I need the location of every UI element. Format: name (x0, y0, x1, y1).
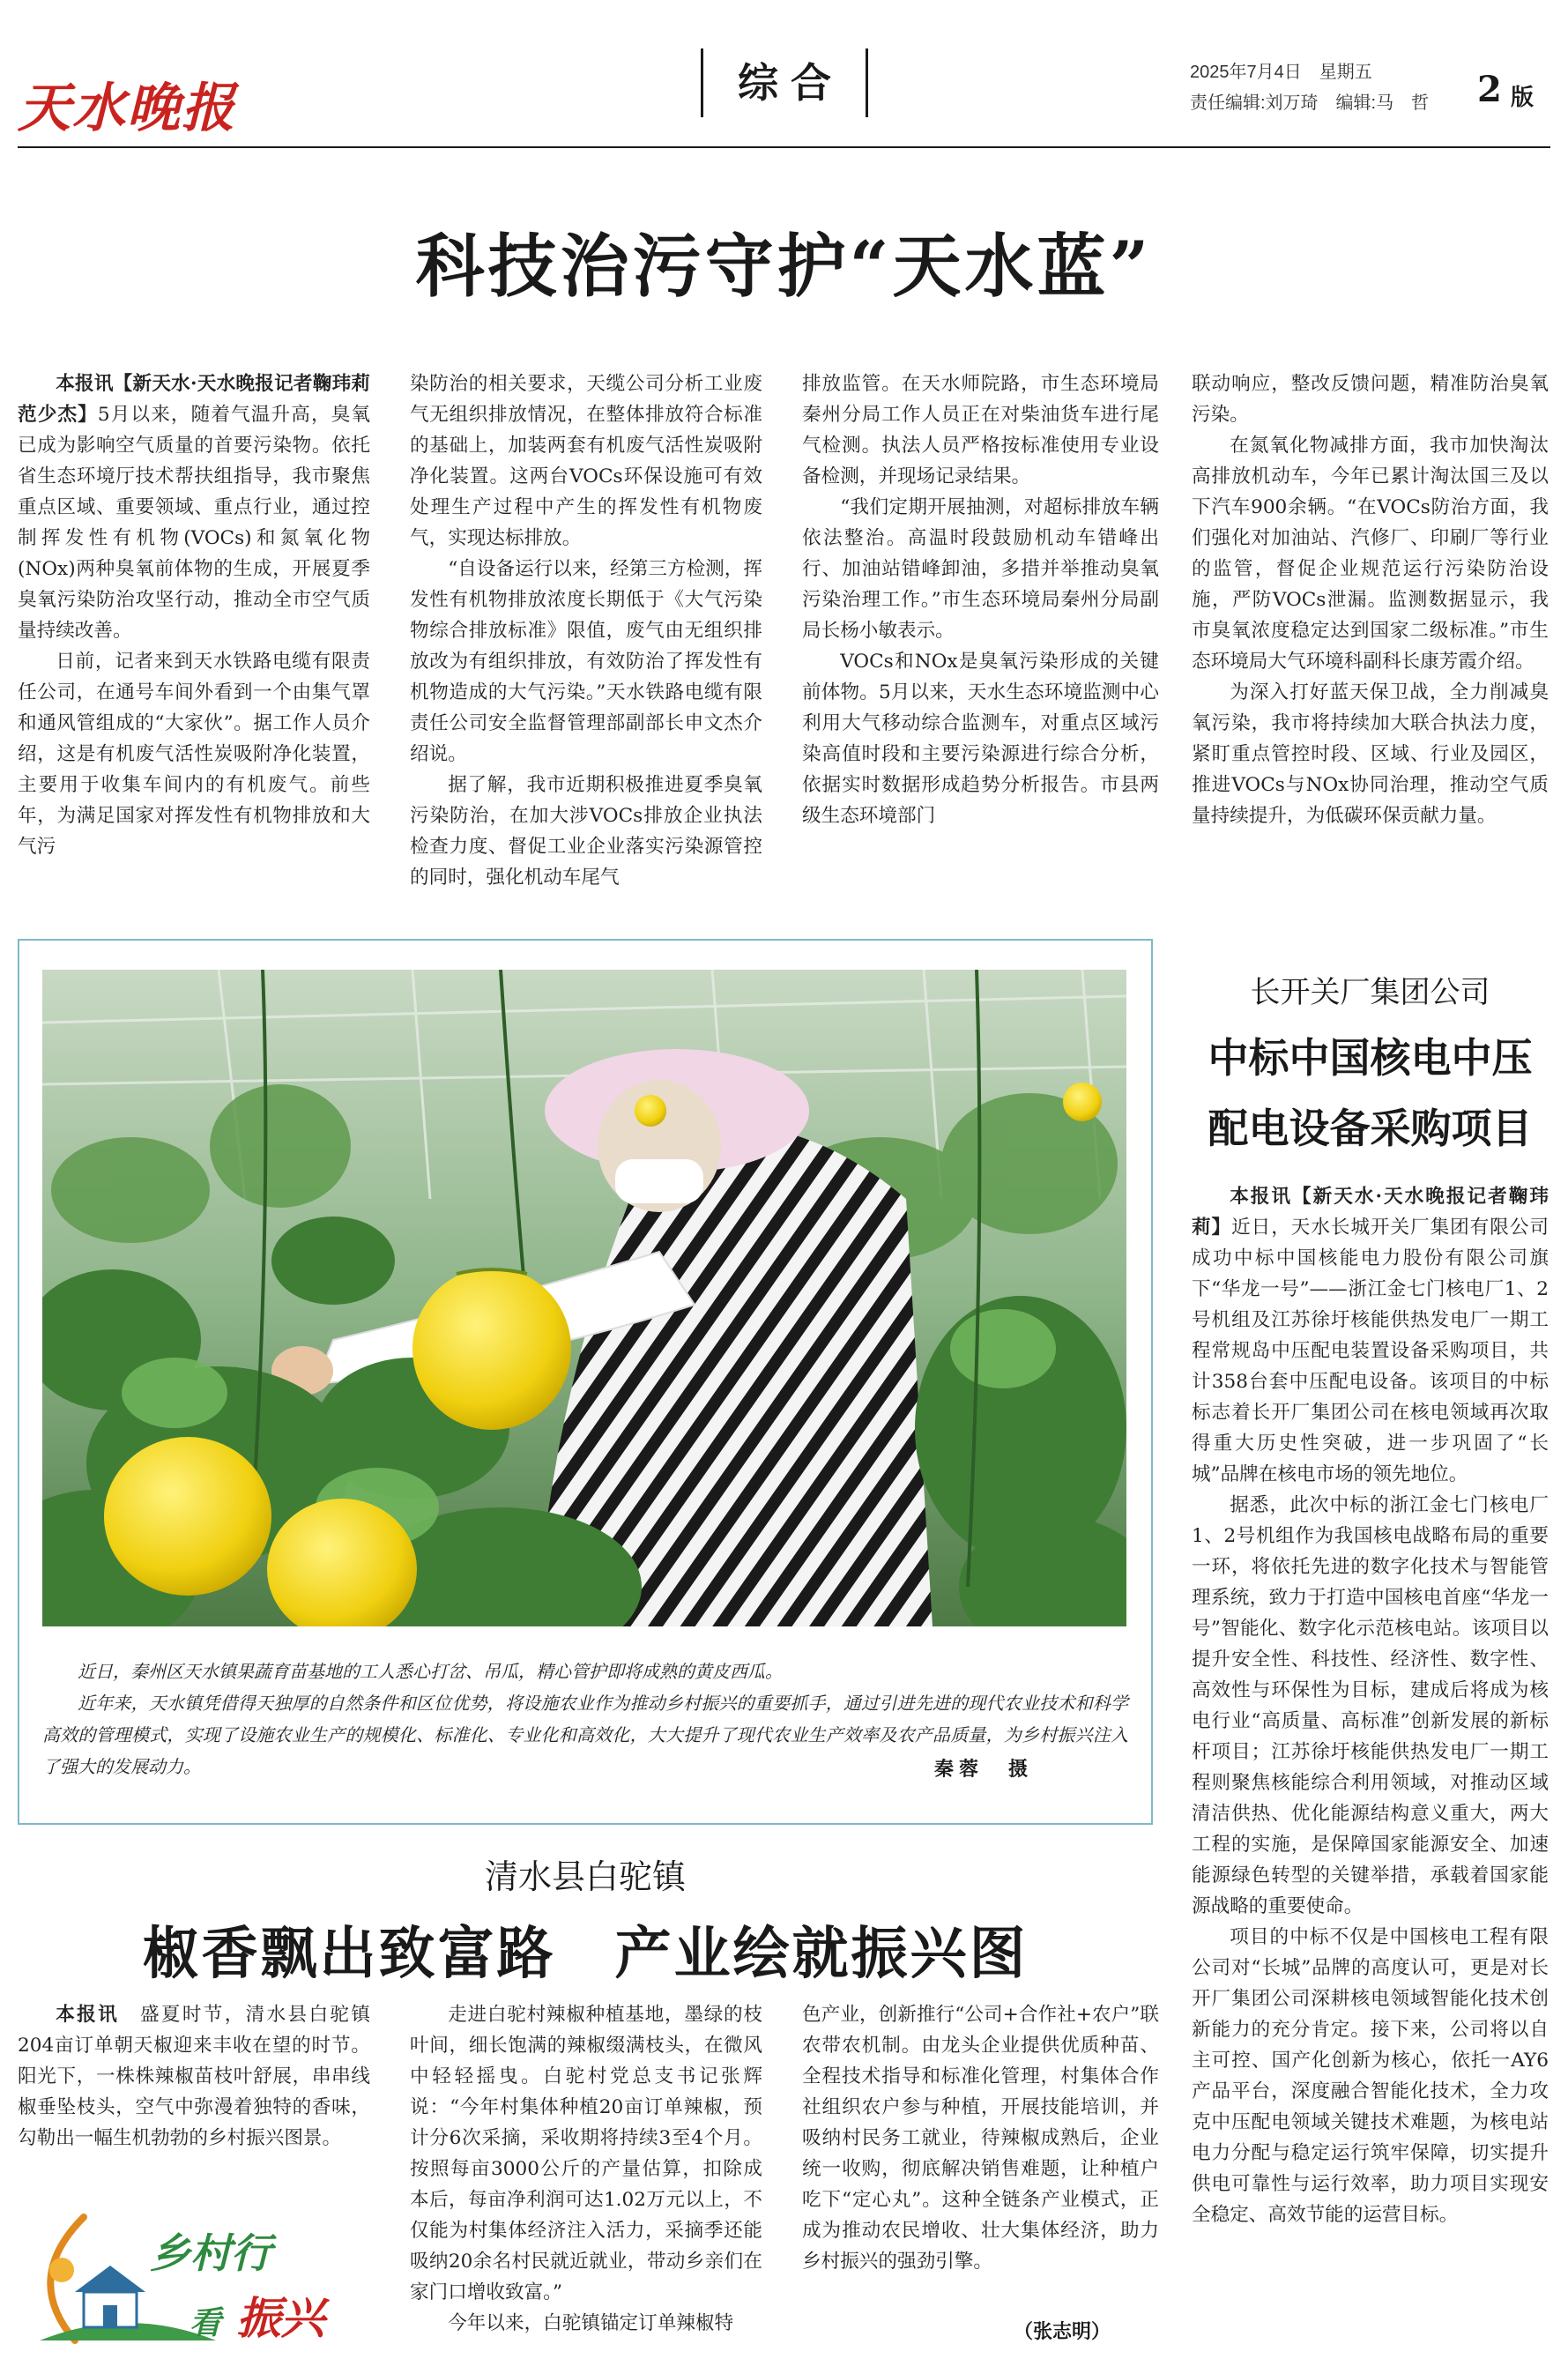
article3-column-2 (410, 1999, 762, 2352)
paragraph-text: VOCs和NOx是臭氧污染形成的关键前体物。5月以来，天水生态环境监测中心利用大气移动综合监测车，对重点区域污染高值时段和主要污染源进行综合分析，依据实时数据形成趋势分析报告。市县两级生态环境部门 (802, 651, 1159, 827)
paragraph (802, 368, 1159, 492)
paragraph (1192, 677, 1549, 831)
paragraph (1192, 1490, 1549, 1922)
editor-credits: 责任编辑:刘万琦 编辑:马 哲 (1190, 93, 1430, 113)
main-headline: 科技治污守护“天水蓝” (415, 227, 1153, 307)
paragraph-text: 盛夏时节，清水县白驼镇204亩订单朝天椒迎来丰收在望的时节。阳光下，一株株辣椒苗枝叶舒展，串串线椒垂坠枝头，空气中弥漫着独特的香味，勾勒出一幅生机勃勃的乡村振兴图景。 (18, 2004, 370, 2149)
paragraph-text: 日前，记者来到天水铁路电缆有限责任公司，在通号车间外看到一个由集气罩和通风管组成的“大家伙”。据工作人员介绍，这是有机废气活性炭吸附净化装置，主要用于收集车间内的有机废气。前些年，为满足国家对挥发性有机物排放和大气污 (18, 651, 370, 858)
article2-headline-line-2: 配电设备采购项目 (1208, 1105, 1533, 1151)
rural-logo-kan: 看 (189, 2304, 222, 2341)
article1-column-4 (1192, 368, 1549, 897)
paragraph-text: 排放监管。在天水师院路，市生态环境局秦州分局工作人员正在对柴油货车进行尾气检测。执法人员严格按标准使用专业设备检测，并现场记录结果。 (802, 373, 1159, 487)
article2-body (1192, 1181, 1549, 2354)
article3-kicker: 清水县白驼镇 (484, 1859, 686, 1896)
watermelon-greenhouse-photo (42, 970, 1126, 1626)
paragraph (802, 646, 1159, 831)
paragraph-text: 色产业，创新推行“公司+合作社+农户”联农带农机制。由龙头企业提供优质种苗、全程技术指导和标准化管理，村集体合作社组织农户参与种植，开展技能培训，并吸纳村民务工就业，待辣椒成熟后，企业统一收购，彻底解决销售难题，让种植户吃下“定心丸”。这种全链条产业模式，正成为推动农民增收、壮大集体经济，助力乡村振兴的强劲引擎。 (802, 2004, 1159, 2273)
paragraph (18, 646, 370, 862)
article3-byline: （张志明） (1014, 2320, 1111, 2343)
photo-credit: 秦蓉 摄 (934, 1758, 1034, 1781)
article2-headline (1192, 1023, 1549, 1164)
paragraph (802, 1999, 1159, 2277)
paragraph-text: 染防治的相关要求，天缆公司分析工业废气无组织排放情况，在整体排放符合标准的基础上，加装两套有机废气活性炭吸附净化装置。这两台VOCs环保设施可有效处理生产过程中产生的挥发性有机物废气，实现达标排放。 (410, 373, 762, 549)
paragraph-text: 联动响应，整改反馈问题，精准防治臭氧污染。 (1192, 373, 1549, 426)
paragraph (410, 368, 762, 554)
paragraph (18, 368, 390, 646)
paragraph-text: 在氮氧化物减排方面，我市加快淘汰高排放机动车，今年已累计淘汰国三及以下汽车900余辆。“在VOCs防治方面，我们强化对加油站、汽修厂、印刷厂等行业的监管，督促企业规范运行污染防治设施，严防VOCs泄漏。监测数据显示，我市臭氧浓度稳定达到国家二级标准。”市生态环境局大气环境科副科长康芳霞介绍。 (1192, 435, 1549, 673)
dateline: 本报讯【新天水·天水晚报记者鞠玮莉】 (1192, 1186, 1549, 1239)
article2-kicker: 长开关厂集团公司 (1250, 976, 1490, 1009)
paragraph-text: “我们定期开展抽测，对超标排放车辆依法整治。高温时段鼓励机动车错峰出行、加油站错峰卸油，多措并举推动臭氧污染治理工作。”市生态环境局秦州分局副局长杨小敏表示。 (802, 496, 1159, 642)
photo-caption-line-1: 近日，秦州区天水镇果蔬育苗基地的工人悉心打岔、吊瓜，精心管护即将成熟的黄皮西瓜。 (78, 1661, 783, 1682)
page-number-suffix: 版 (1511, 84, 1535, 110)
paragraph (1192, 368, 1549, 430)
article3-headline: 椒香飘出致富路 产业绘就振兴图 (142, 1922, 1029, 1985)
dateline: 本报讯【新天水·天水晚报记者鞠玮莉 范少杰】 (18, 373, 390, 426)
paragraph-text: 5月以来，随着气温升高，臭氧已成为影响空气质量的首要污染物。依托省生态环境厅技术帮扶组指导，我市聚焦重点区域、重要领域、重点行业，通过控制挥发性有机物(VOCs)和氮氧化物(NOx)两种臭氧前体物的生成，开展夏季臭氧污染防治攻坚行动，推动全市空气质量持续改善。 (18, 404, 370, 642)
paragraph (18, 1999, 370, 2154)
section-title: 综合 (701, 48, 868, 117)
paragraph (1192, 430, 1549, 677)
paragraph (410, 1999, 762, 2308)
paragraph (410, 2308, 762, 2339)
article1-column-2 (410, 368, 762, 897)
rural-logo-line-2 (189, 2283, 324, 2347)
paragraph-text: 为深入打好蓝天保卫战，全力削减臭氧污染，我市将持续加大联合执法力度，紧盯重点管控时段、区域、行业及园区，推进VOCs与NOx协同治理，推动空气质量持续提升，为低碳环保贡献力量。 (1192, 681, 1549, 827)
paragraph-text: “自设备运行以来，经第三方检测，挥发性有机物排放浓度长期低于《大气污染物综合排放标准》限值，废气由无组织排放改为有组织排放，有效防治了挥发性有机物造成的大气污染。”天水铁路电缆有限责任公司安全监督管理部副部长申文杰介绍说。 (410, 558, 762, 765)
paragraph-text: 据悉，此次中标的浙江金七门核电厂1、2号机组作为我国核电战略布局的重要一环，将依托先进的数字化技术与智能管理系统，致力于打造中国核电首座“华龙一号”智能化、数字化示范核电站。该项目以提升安全性、科技性、经济性、数字性、高效性与环保性为目标，建成后将成为核电行业“高质量、高标准”创新发展的新标杆项目；江苏徐圩核能供热发电厂一期工程则聚焦核能综合利用领域，对推动区域清洁供热、优化能源结构意义重大，两大工程的实施，是保障国家能源安全、加速能源绿色转型的关键举措，承载着国家能源战略的重要使命。 (1192, 1494, 1549, 1917)
article1-column-1 (18, 368, 390, 897)
photo-caption-line-2: 近年来，天水镇凭借得天独厚的自然条件和区位优势，将设施农业作为推动乡村振兴的重要抓手，通过引进先进的现代农业技术和科学高效的管理模式，实现了设施农业生产的规模化、标准化、专业化和高效化，大大提升了现代农业生产效率及农产品质量，为乡村振兴注入了强大的发展动力。 (42, 1693, 1128, 1777)
paragraph (410, 554, 762, 770)
paragraph (802, 492, 1159, 646)
dateline: 本报讯 (56, 2004, 120, 2026)
article3-column-1 (18, 1999, 370, 2202)
paragraph-text: 项目的中标不仅是中国核电工程有限公司对“长城”品牌的高度认可，更是对长开厂集团公司深耕核电领域智能化技术创新能力的充分肯定。接下来，公司将以自主可控、国产化创新为核心，依托一AY6产品平台，深度融合智能化技术，全力攻克中压配电领域关键技术难题，为核电站电力分配与稳定运行筑牢保障，切实提升供电可靠性与运行效率，助力项目实现安全稳定、高效节能的运营目标。 (1192, 1926, 1549, 2226)
issue-date: 2025年7月4日 星期五 (1190, 63, 1372, 82)
article3-column-3 (802, 1999, 1159, 2299)
article2-headline-line-1: 中标中国核电中压 (1208, 1035, 1533, 1081)
article1-column-3 (802, 368, 1159, 897)
newspaper-logo: 天水晚报 (18, 78, 236, 139)
paragraph (1192, 1922, 1549, 2230)
page-number: 2 (1477, 69, 1502, 110)
masthead-divider (18, 146, 1550, 148)
rural-logo-zhenxing: 振兴 (236, 2292, 325, 2344)
rural-logo-line-1: 乡村行 (150, 2229, 271, 2277)
paragraph-text: 近日，天水长城开关厂集团有限公司成功中标中国核能电力股份有限公司旗下“华龙一号”——浙江金七门核电厂1、2号机组及江苏徐圩核能供热发电厂一期工程常规岛中压配电装置设备采购项目，共计358台套中压配电设备。该项目的中标标志着长开厂集团公司在核电领域再次取得重大历史性突破，进一步巩固了“长城”品牌在核电市场的领先地位。 (1192, 1217, 1549, 1485)
paragraph (1192, 1181, 1549, 1490)
paragraph-text: 走进白驼村辣椒种植基地，墨绿的枝叶间，细长饱满的辣椒缀满枝头，在微风中轻轻摇曳。白驼村党总支书记张辉说：“今年村集体种植20亩订单辣椒，预计分6次采摘，采收期将持续3至4个月。按照每亩3000公斤的产量估算，扣除成本后，每亩净利润可达1.02万元以上，不仅能为村集体经济注入活力，采摘季还能吸纳20余名村民就近就业，带动乡亲们在家门口增收致富。” (410, 2004, 762, 2303)
paragraph (410, 770, 762, 893)
paragraph-text: 据了解，我市近期积极推进夏季臭氧污染防治，在加大涉VOCs排放企业执法检查力度、督促工业企业落实污染源管控的同时，强化机动车尾气 (410, 774, 762, 889)
paragraph-text: 今年以来，白驼镇锚定订单辣椒特 (448, 2312, 734, 2334)
